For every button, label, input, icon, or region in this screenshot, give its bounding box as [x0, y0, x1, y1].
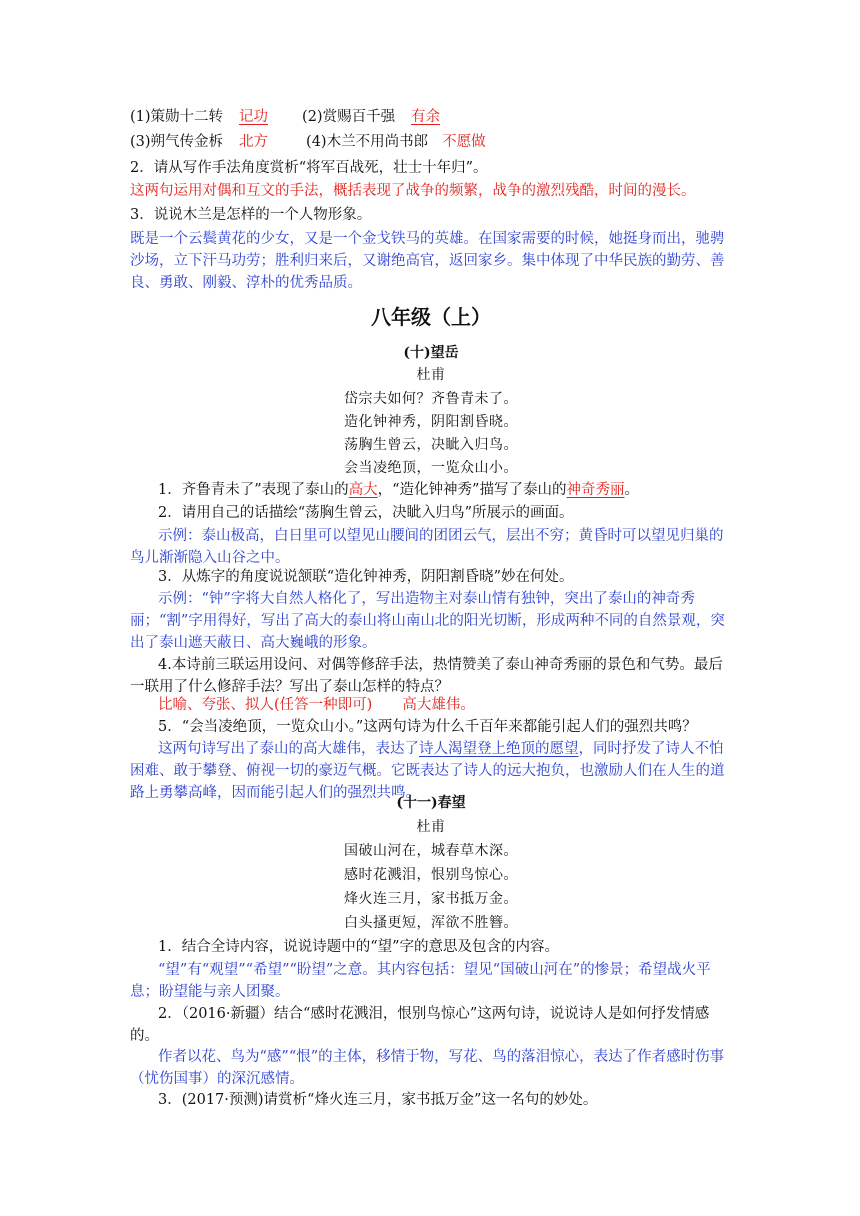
vocab-a2: 有余	[411, 109, 441, 125]
poem-line: 造化钟神秀，阴阳割昏晓。	[344, 414, 518, 430]
vocab-q2: (2)赏赐百千强	[302, 109, 396, 125]
vocab-a1: 记功	[239, 109, 269, 125]
chunwang-question-1: 1．结合全诗内容，说说诗题中的“望”字的意思及包含的内容。	[158, 939, 560, 955]
answer-4-feature: 高大雄伟。	[402, 697, 475, 713]
wangyue-question-1	[130, 479, 732, 501]
wangyue-answer-3: 示例：“钟”字将大自然人格化了，写出造物主对泰山情有独钟，突出了泰山的神奇秀丽；“割”字用得好，写出了高大的泰山将山南山北的阳光切断，形成两种不同的自然景观，突出了泰山遮天蔽日、高大巍峨的形象。	[130, 591, 725, 651]
vocab-q1: (1)策勋十二转	[130, 109, 224, 125]
wangyue-question-4: 4.本诗前三联运用设问、对偶等修辞手法，热情赞美了泰山神奇秀丽的景色和气势。最后一联用了什么修辞手法？写出了泰山怎样的特点？	[130, 657, 723, 695]
q1-text: 1．齐鲁青未了”表现了泰山的	[158, 482, 349, 498]
poem-line: 岱宗夫如何？齐鲁青未了。	[344, 391, 518, 407]
poem-line: 烽火连三月，家书抵万金。	[344, 891, 518, 907]
vocab-row-2	[130, 131, 732, 153]
mulan-answer-3: 既是一个云鬓黄花的少女，又是一个金戈铁马的英雄。在国家需要的时候，她挺身而出，驰骋沙场，立下汗马功劳；胜利归来后，又谢绝高官，返回家乡。集中体现了中华民族的勤劳、善良、勇敢、刚毅、淳朴的优秀品质。	[130, 231, 725, 291]
vocab-q4: (4)木兰不用尚书郎	[306, 134, 429, 150]
poem-line: 会当凌绝顶，一览众山小。	[344, 460, 518, 476]
wangyue-answer-4	[130, 694, 732, 716]
q1-text: ，“造化钟神秀”描写了泰山的	[377, 482, 567, 498]
answer-5-text: 这两句诗写出了泰山的高大雄伟，表达了	[158, 741, 419, 757]
poem-line: 感时花溅泪，恨别鸟惊心。	[344, 867, 518, 883]
vocab-a3: 北方	[239, 134, 269, 150]
poem-line: 荡胸生曾云，决眦入归鸟。	[344, 437, 518, 453]
vocab-a4: 不愿做	[442, 134, 486, 150]
answer-4-rhetoric: 比喻、夸张、拟人(任答一种即可)	[158, 697, 373, 713]
mulan-question-3: 3．说说木兰是怎样的一个人物形象。	[130, 207, 372, 223]
chunwang-question-3: 3．(2017·预测)请赏析“烽火连三月，家书抵万金”这一名句的妙处。	[158, 1092, 598, 1108]
poem-author-chunwang: 杜甫	[416, 819, 446, 835]
answer-5-text: ，同时抒发了诗人不怕困难、敢于攀登、俯视一切的豪迈气概。它既表达了诗人的远大抱负，也激励人们在人生的道路上勇攀高峰，因而能引起人们的强烈共鸣。	[130, 741, 725, 801]
vocab-q3: (3)朔气传金柝	[130, 134, 224, 150]
wangyue-answer-2: 示例：泰山极高，白日里可以望见山腰间的团团云气，层出不穷；黄昏时可以望见归巢的鸟儿渐渐隐入山谷之中。	[130, 528, 724, 566]
mulan-question-2: 2．请从写作手法角度赏析“将军百战死，壮士十年归”。	[130, 160, 488, 176]
answer-5-underlined: 诗人渴望登上绝顶的愿望	[419, 741, 579, 757]
vocab-row-1	[130, 106, 732, 128]
q1-text: 。	[624, 482, 639, 498]
mulan-answer-2: 这两句运用对偶和互文的手法，概括表现了战争的频繁，战争的激烈残酷，时间的漫长。	[130, 183, 696, 199]
q1-answer-b: 神奇秀丽	[566, 482, 625, 498]
wangyue-question-5: 5．“会当凌绝顶，一览众山小。”这两句诗为什么千百年来都能引起人们的强烈共鸣？	[158, 719, 697, 735]
chunwang-question-2: 2．（2016·新疆）结合“感时花溅泪，恨别鸟惊心”这两句诗，说说诗人是如何抒发情感的。	[130, 1006, 710, 1044]
poem-title-wangyue: (十)望岳	[403, 345, 459, 361]
poem-title-chunwang: (十一)春望	[396, 795, 466, 811]
poem-author-wangyue: 杜甫	[416, 367, 446, 383]
grade-title: 八年级（上）	[371, 305, 491, 329]
chunwang-answer-1: “望”有“观望”“希望”“盼望”之意。其内容包括：望见“国破山河在”的惨景；希望战火平息；盼望能与亲人团聚。	[130, 962, 711, 1000]
q1-answer-a: 高大	[348, 482, 378, 498]
wangyue-question-2: 2．请用自己的话描绘“荡胸生曾云，决眦入归鸟”所展示的画面。	[158, 505, 574, 521]
wangyue-question-3: 3．从炼字的角度说说颔联“造化钟神秀，阴阳割昏晓”妙在何处。	[158, 569, 574, 585]
poem-line: 白头搔更短，浑欲不胜簪。	[344, 915, 518, 931]
poem-line: 国破山河在，城春草木深。	[344, 843, 518, 859]
chunwang-answer-2: 作者以花、鸟为“感”“恨”的主体，移情于物，写花、鸟的落泪惊心，表达了作者感时伤事（忧伤国事）的深沉感情。	[130, 1049, 725, 1087]
